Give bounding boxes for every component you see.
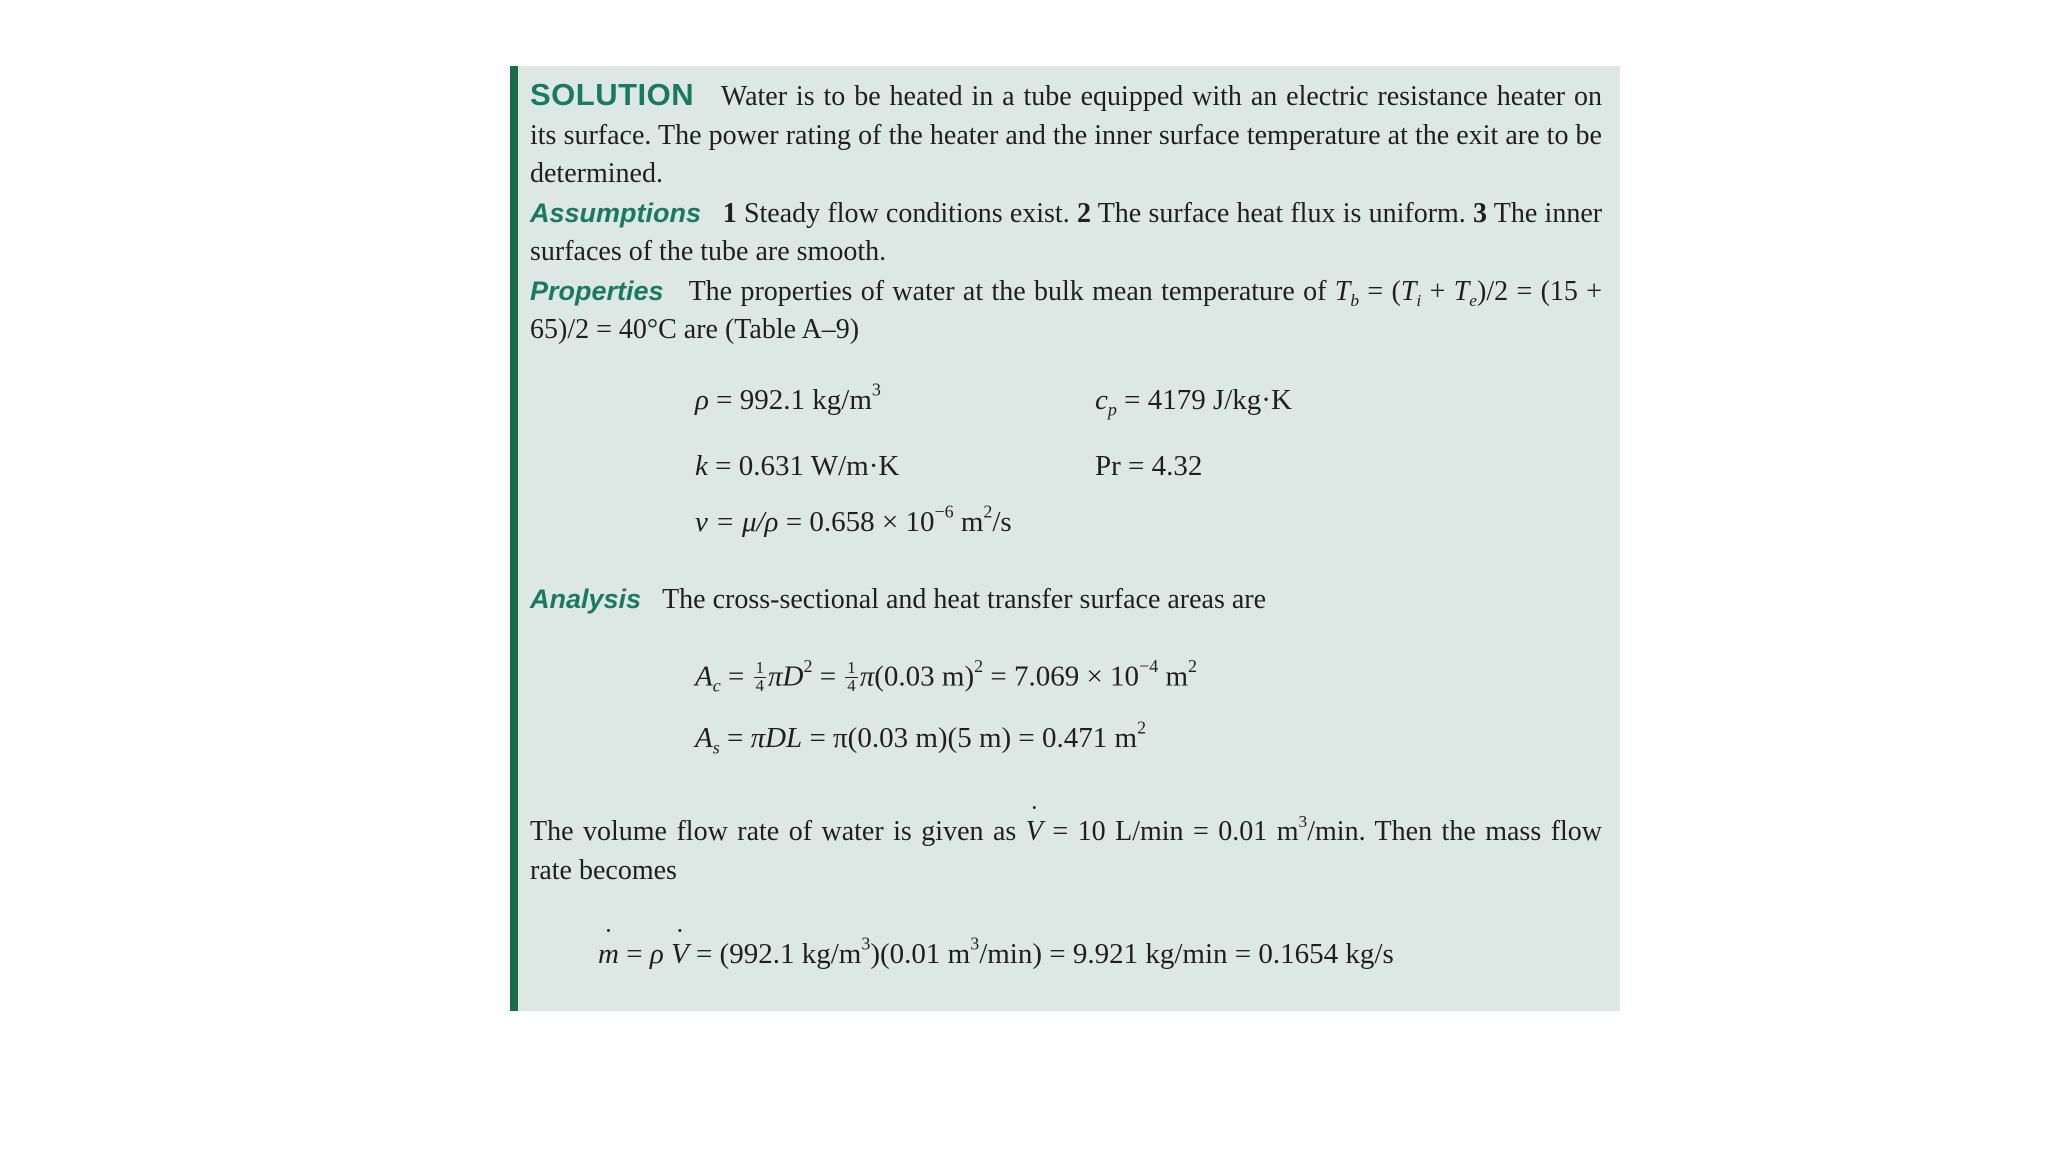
solution-heading: SOLUTION [530, 77, 695, 112]
properties-intro: The properties of water at the bulk mean temperature of [688, 275, 1327, 307]
flow-rate-text-b: = 10 L/min = 0.01 m [1052, 816, 1299, 847]
flow-rate-text-c: /min. Then the mass flow rate becomes [530, 816, 1603, 886]
properties-rest: = (15 + 65)/2 = 40°C are (Table A–9) [530, 275, 1603, 345]
properties-paragraph [530, 272, 1602, 350]
flow-rate-paragraph: The volume flow rate of water is given as ˙ V = 10 L/min = 0.01 $m^3/\min$. Then the mass flow rate becomes [530, 813, 1602, 890]
bulk-temp-expression: $T_b = (T_i + T_e)/2$ [1334, 275, 1509, 310]
flow-rate-text-a: The volume flow rate of water is given as [530, 816, 1017, 847]
assumptions-paragraph [530, 194, 1602, 272]
properties-heading: Properties [530, 275, 664, 306]
assumption-3: The inner surfaces of the tube are smooth. [530, 197, 1603, 267]
analysis-line [530, 584, 1266, 616]
cross-section-area-equation: $A_c$ = $\frac{1}{4}$ $\pi D^2$ = $\frac{1}{4}$ π(0.03 $m)^2 = 7.069 \times 10^{-4}$ $m^2$ [695, 655, 1197, 696]
assumptions-heading: Assumptions [530, 197, 702, 228]
viscosity-equation: $\nu = \mu/\rho = 0.658 \times 10^{-6}$ $m^2/s$ [695, 501, 1012, 538]
accent-bar [510, 66, 518, 1011]
solution-box [510, 66, 1620, 1011]
assumption-2: The surface heat flux is uniform. [1097, 197, 1466, 229]
prandtl-equation: Pr = 4.32 [1095, 450, 1203, 482]
solution-body: Water is to be heated in a tube equipped with an electric resistance heater on its surface. The power rating of the heater and the inner surface temperature at the exit are to be determined. [530, 81, 1603, 189]
analysis-text: The cross-sectional and heat transfer surface areas are [662, 584, 1267, 615]
assumption-1: Steady flow conditions exist. [743, 197, 1070, 229]
solution-text [530, 76, 1602, 350]
mass-flow-equation: ˙ m = ρ ˙ V = (992.1 $kg/m^3)(0.01$ $m^3/\min) = 9.921$ kg/min = 0.1654 kg/s [598, 938, 1394, 971]
assumption-number-3: 3 [1473, 197, 1488, 229]
surface-area-equation: $A_s = \pi DL = \pi(0.03$ m)(5 m) = 0.471 $m^2$ [695, 717, 1147, 758]
analysis-heading: Analysis [530, 584, 642, 614]
specific-heat-equation: $c_p = 4179$ J/kg·K [1095, 384, 1292, 420]
conductivity-equation: k = 0.631 W/m·K [695, 450, 900, 482]
solution-paragraph [530, 76, 1602, 194]
assumption-number-1: 1 [722, 197, 737, 229]
density-equation: ρ = 992.1 $kg/m^3$ [695, 379, 881, 416]
assumption-number-2: 2 [1076, 197, 1091, 229]
